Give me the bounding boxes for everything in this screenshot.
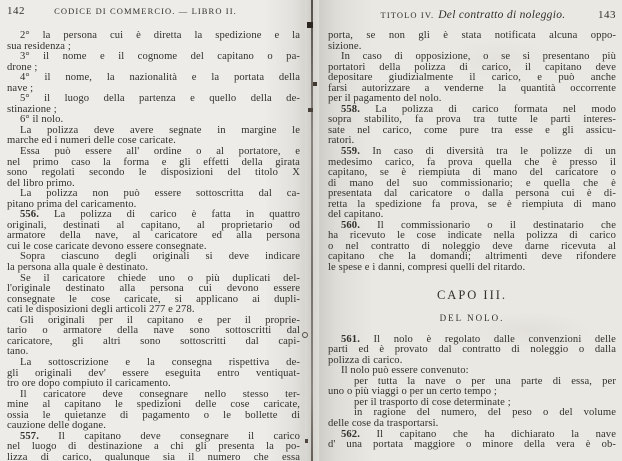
- running-header: CODICE DI COMMERCIO. — LIBRO II.: [54, 6, 237, 16]
- text-line: 558. La polizza di carico formata nel modo: [341, 103, 616, 115]
- text-line: Il caricatore deve consegnare nello stesso ter-: [20, 388, 300, 400]
- text-line: Gli originali per il capitano e per il proprie-: [20, 314, 300, 326]
- article-number: 557.: [20, 430, 39, 442]
- page-number: 143: [598, 9, 616, 21]
- binding-speck: [302, 332, 308, 338]
- text-line: lizza di carico, qualunque sia il numero che essa: [7, 451, 300, 461]
- text-line: la persona alla quale è destinato.: [7, 262, 149, 274]
- left-text-column: [7, 31, 300, 461]
- text-line: per il trasporto di cose determinate ;: [354, 396, 511, 408]
- text-line: nel luogo di destinazione a chi gli presenta la po-: [7, 441, 300, 453]
- text-line: La polizza non può essere sottoscritta dal ca-: [20, 188, 300, 200]
- text-line: o nel contratto di noleggio deve darne ricevuta al: [328, 240, 616, 252]
- text-line: 4° il nome, la nazionalità e la portata della: [20, 72, 300, 84]
- text-line: ratori.: [328, 135, 355, 147]
- running-header-title: Del contratto di noleggio.: [438, 9, 566, 21]
- text-line: cui le cose caricate devono essere consegnate.: [7, 240, 207, 252]
- text-line: 562. Il capitano che ha dichiarato la nave: [341, 428, 616, 440]
- text-line: sono regolati secondo le disposizioni del titolo X: [7, 167, 300, 179]
- text-line: ha ricevuto le cose indicate nella polizza di carico: [328, 230, 616, 242]
- text-line: Il nolo può essere convenuto:: [341, 365, 469, 377]
- text-line: stinazione ;: [7, 103, 57, 115]
- binding-speck: [308, 108, 313, 112]
- text-line: mine al capitano le spedizioni delle cose caricate,: [7, 399, 300, 411]
- text-line: per tutta la nave o per una parte di essa, per: [354, 375, 616, 387]
- running-header-titolo: TITOLO IV.: [380, 10, 435, 20]
- binding-speck: [305, 439, 308, 443]
- left-page: [0, 0, 307, 461]
- text-line: l'originale destinato alla persona cui devono essere: [7, 283, 300, 295]
- article-number: 560.: [341, 219, 360, 231]
- text-line: Sopra ciascuno degli originali si deve indicare: [20, 251, 300, 263]
- text-line: sopra stabilito, fa prova tra tutte le parti interes-: [328, 114, 616, 126]
- text-line: 557. Il capitano deve consegnare il carico: [20, 430, 300, 442]
- text-line: per il pagamento del nolo.: [328, 93, 442, 105]
- text-line: capitano, se è riempiuta di mano del caricatore o: [328, 167, 616, 179]
- running-header: [348, 5, 598, 23]
- text-line: gli originali dev' essere eseguita entro ventiquat-: [7, 367, 300, 379]
- page-gutter: [305, 0, 319, 461]
- text-line: caricatore, gli altri sono sottoscritti dal capi-: [7, 335, 300, 347]
- chapter-heading: CAPO III.: [436, 287, 508, 302]
- text-line: depositare giudizialmente il carico, e può anche: [328, 72, 616, 84]
- text-line: 559. In caso di diversità tra le polizze di un: [341, 146, 616, 158]
- article-number: 562.: [341, 428, 360, 440]
- text-line: medesimo carico, fa prova quella che è presso il: [328, 156, 616, 168]
- text-line: farsi autorizzare a venderne la quantità occorrente: [328, 82, 616, 94]
- text-line: 561. Il nolo è regolato dalle convenzioni delle: [341, 333, 616, 345]
- text-line: drone ;: [7, 61, 38, 73]
- text-line: 560. Il commissionario o il destinatario che: [341, 219, 616, 231]
- right-running-head: [328, 5, 616, 19]
- text-line: nave ;: [7, 82, 34, 94]
- text-line: nel primo caso la forma e gli effetti della girata: [7, 156, 300, 168]
- left-running-head: [7, 5, 300, 19]
- text-line: La sottoscrizione e la consegna rispettiva de-: [20, 356, 300, 368]
- right-page: [319, 0, 622, 461]
- text-line: cauzione delle dogane.: [7, 420, 106, 432]
- text-line: ossia le quietanze di pagamento o le bollette di: [7, 409, 300, 421]
- text-line: parti ed è provato dal contratto di noleggio o dalla: [328, 344, 616, 356]
- page-number: 142: [7, 5, 25, 17]
- text-line: tro ore dopo compiuto il caricamento.: [7, 378, 171, 390]
- right-text-column-lower: [328, 335, 616, 451]
- text-line: 3° il nome e il cognome del capitano o pa-: [20, 51, 300, 63]
- text-line: Essa può essere all' ordine o al portatore, e: [20, 146, 300, 158]
- article-number: 561.: [341, 333, 360, 345]
- text-line: In caso di opposizione, o se si presentano più: [341, 51, 616, 63]
- text-line: tario o armatore della nave sono sottoscritti dal: [7, 325, 300, 337]
- text-line: 6° il nolo.: [20, 114, 64, 126]
- text-line: le spese e i danni, compresi quelli del ritardo.: [328, 262, 526, 274]
- article-number: 556.: [20, 209, 39, 221]
- text-line: uno o più viaggi o per un certo tempo ;: [328, 386, 497, 398]
- text-line: 5° il luogo della partenza e quello della de-: [20, 93, 300, 105]
- text-line: del capitano.: [328, 209, 384, 221]
- text-line: armatore della nave, al caricatore ed alla persona: [7, 230, 300, 242]
- article-number: 559.: [341, 146, 360, 158]
- text-line: sizione.: [328, 40, 362, 52]
- text-line: tano.: [7, 346, 29, 358]
- text-line: originali, destinati al capitano, al proprietario od: [7, 219, 300, 231]
- text-line: 556. La polizza di carico è fatta in quattro: [20, 209, 300, 221]
- text-line: sate nel carico, come pure tra esse e gli assicu-: [328, 124, 616, 136]
- text-line: sua residenza ;: [7, 40, 71, 52]
- text-line: di mano del suo commissionario; e quella che è: [328, 177, 616, 189]
- text-line: polizza di carico.: [328, 354, 403, 366]
- text-line: delle cose da trasportarsi.: [328, 417, 439, 429]
- spine-line: [311, 0, 313, 461]
- text-line: 2° la persona cui è diretta la spedizione e la: [20, 30, 300, 41]
- section-heading: DEL NOLO.: [439, 312, 505, 323]
- text-line: La polizza deve avere segnate in margine le: [20, 124, 300, 136]
- binding-speck: [307, 22, 313, 28]
- right-text-column-upper: [328, 31, 616, 274]
- text-line: cati le disposizioni degli articoli 277 e 278.: [7, 304, 195, 316]
- text-line: Se il caricatore chiede uno o più duplicati del-: [20, 272, 300, 284]
- text-line: pitano prima del caricamento.: [7, 198, 137, 210]
- text-line: del libro primo.: [7, 177, 75, 189]
- text-line: porta, se non gli è stata notificata alcuna oppo-: [328, 30, 616, 41]
- text-line: capitano che la domandi; altrimenti deve rifondere: [328, 251, 616, 263]
- binding-speck: [313, 82, 317, 86]
- text-line: d' una portata maggiore o minore della vera è ob-: [328, 439, 616, 451]
- text-line: presentata dal caricatore o dalla persona cui è di-: [328, 188, 616, 200]
- text-line: marche ed i numeri delle cose caricate.: [7, 135, 176, 147]
- text-line: in ragione del numero, del peso o del volume: [354, 407, 616, 419]
- text-line: retta la spedizione fa prova, se è riempiuta di mano: [328, 198, 616, 210]
- text-line: portatori della polizza di carico, il capitano deve: [328, 61, 616, 73]
- text-line: consegnate le cose caricate, si applicano ai dupli-: [7, 293, 300, 305]
- article-number: 558.: [341, 103, 360, 115]
